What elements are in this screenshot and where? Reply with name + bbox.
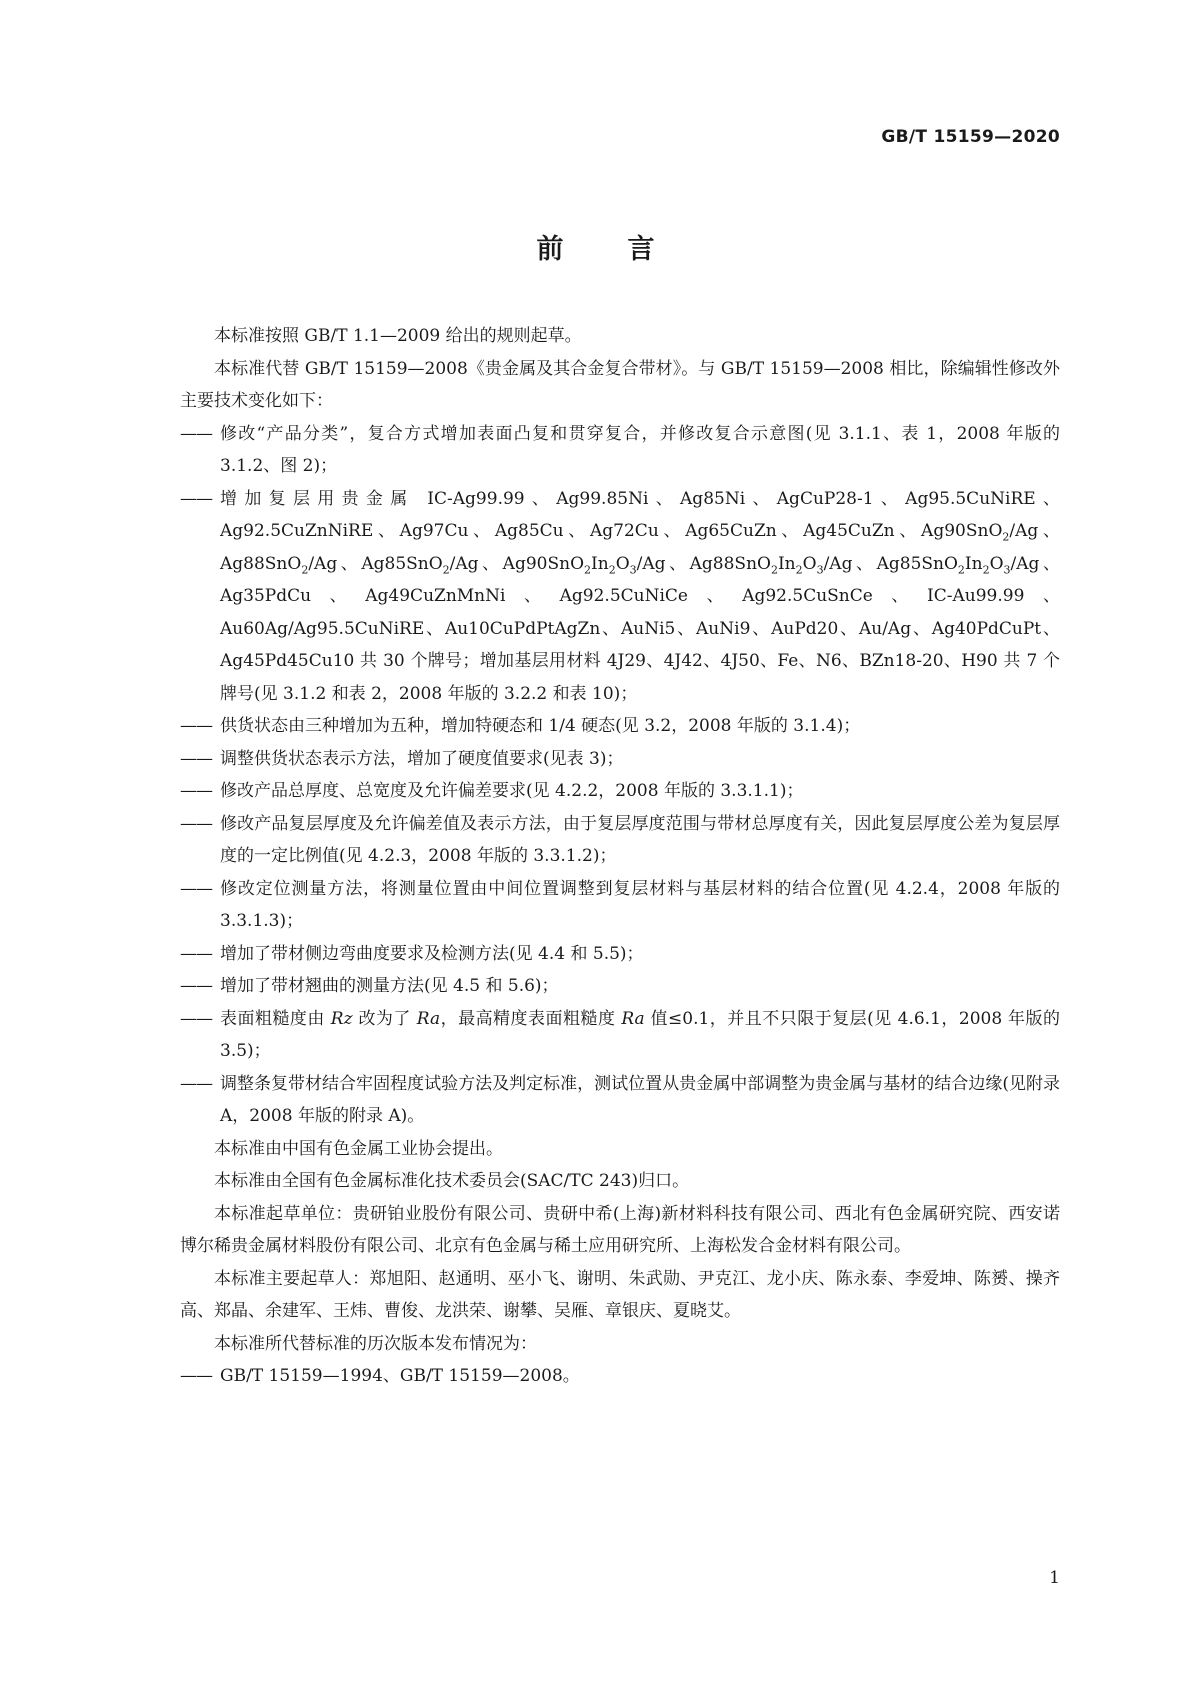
dash: —— (180, 488, 212, 509)
paragraph-drafting-rules: 本标准按照 GB/T 1.1—2009 给出的规则起草。 (214, 326, 582, 346)
change-item: —— 增加了带材翘曲的测量方法(见 4.5 和 5.6)； (180, 970, 1060, 1003)
dash: —— (180, 423, 212, 444)
paragraph-proposed-by: 本标准由中国有色金属工业协会提出。 (214, 1138, 503, 1159)
change-item: —— 调整供货状态表示方法，增加了硬度值要求(见表 3)； (180, 743, 1060, 776)
dash: —— (180, 976, 212, 996)
change-item: —— 增加复层用贵金属 IC-Ag99.99、Ag99.85Ni、Ag85Ni、AgCuP28-1、Ag95.5CuNiRE、Ag92.5CuZnNiRE、Ag97Cu、Ag85Cu、Ag72Cu、Ag65CuZn、Ag45CuZn、Ag90SnO$_2$/Ag、Ag88SnO$_2$/Ag、Ag85SnO$_2$/Ag、$Ag90SnO_2In_2O_3/Ag$、$Ag88SnO_2In_2O_3/Ag$、$Ag85SnO_2In_2O_3/Ag$、Ag35PdCu、Ag49CuZnMnNi、Ag92.5CuNiCe、Ag92.5CuSnCe、IC-Au99.99、Au60Ag/Ag95.5CuNiRE、Au10CuPdPtAgZn、AuNi5、AuNi9、AuPd20、Au/Ag、Ag40PdCuPt、Ag45Pd45Cu10 共 30 个牌号；增加基层用材料 4J29、4J42、4J50、Fe、N6、BZn18-20、H90 共 7 个牌号(见 3.1.2 和表 2，2008 年版的 3.2.2 和表 10)； (180, 483, 1060, 711)
dash: —— (180, 781, 212, 801)
title-char-1: 前 (536, 234, 564, 265)
change-item: —— 表面粗糙度由 Rz 改为了 Ra，最高精度表面粗糙度 Ra 值≤0.1，并且不只限于复层(见 4.6.1，2008 年版的 3.5)； (180, 1003, 1060, 1068)
change-item: —— 增加了带材侧边弯曲度要求及检测方法(见 4.4 和 5.5)； (180, 938, 1060, 971)
page-title (0, 227, 1191, 266)
dash: —— (180, 716, 212, 736)
change-item: —— 供货状态由三种增加为五种，增加特硬态和 1/4 硬态(见 3.2，2008 年版的 3.1.4)； (180, 710, 1060, 743)
paragraph-administered-by: 本标准由全国有色金属标准化技术委员会(SAC/TC 243)归口。 (214, 1171, 690, 1191)
dash: —— (180, 878, 212, 899)
dash: —— (180, 1008, 212, 1029)
dash: —— (180, 813, 212, 834)
page-number: 1 (1049, 1568, 1060, 1588)
change-item: —— 修改产品复层厚度及允许偏差值及表示方法，由于复层厚度范围与带材总厚度有关，因此复层厚度公差为复层厚度的一定比例值(见 4.2.3，2008 年版的 3.3.1.2)； (180, 808, 1060, 873)
change-item: —— 修改“产品分类”，复合方式增加表面凸复和贯穿复合，并修改复合示意图(见 3.1.1、表 1，2008 年版的 3.1.2、图 2)； (180, 418, 1060, 483)
history-item: —— GB/T 15159—1994、GB/T 15159—2008。 (180, 1360, 1060, 1393)
paragraph-replaces: 本标准代替 GB/T 15159—2008《贵金属及其合金复合带材》。与 GB/T 15159—2008 相比，除编辑性修改外主要技术变化如下： (180, 358, 1060, 411)
paragraph-history: 本标准所代替标准的历次版本发布情况为： (214, 1333, 537, 1354)
change-item: —— 调整条复带材结合牢固程度试验方法及判定标准，测试位置从贵金属中部调整为贵金属与基材的结合边缘(见附录 A，2008 年版的附录 A)。 (180, 1068, 1060, 1133)
paragraph-drafters: 本标准主要起草人：郑旭阳、赵通明、巫小飞、谢明、朱武勋、尹克江、龙小庆、陈永泰、李爱坤、陈赟、操齐高、郑晶、余建军、王炜、曹俊、龙洪荣、谢攀、吴雁、章银庆、夏晓艾。 (180, 1268, 1060, 1321)
paragraph-drafting-units: 本标准起草单位：贵研铂业股份有限公司、贵研中希(上海)新材料科技有限公司、西北有色金属研究院、西安诺博尔稀贵金属材料股份有限公司、北京有色金属与稀土应用研究所、上海松发合金材料有限公司。 (180, 1203, 1060, 1256)
title-char-2: 言 (627, 234, 655, 265)
change-item: —— 修改产品总厚度、总宽度及允许偏差要求(见 4.2.2，2008 年版的 3.3.1.1)； (180, 775, 1060, 808)
dash: —— (180, 1073, 212, 1094)
standard-number: GB/T 15159—2020 (881, 127, 1060, 147)
change-item: —— 修改定位测量方法，将测量位置由中间位置调整到复层材料与基层材料的结合位置(见 4.2.4，2008 年版的 3.3.1.3)； (180, 873, 1060, 938)
dash: —— (180, 1366, 212, 1386)
dash: —— (180, 943, 212, 964)
dash: —— (180, 748, 212, 769)
foreword-body (180, 320, 1060, 1393)
